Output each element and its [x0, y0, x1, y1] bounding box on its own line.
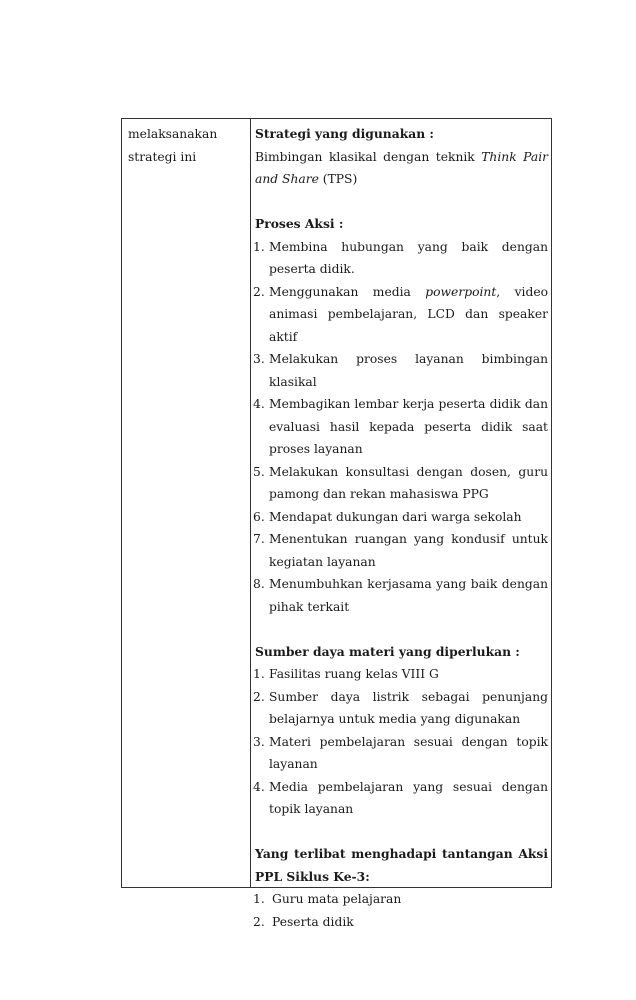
list-item: [255, 573, 548, 618]
left-column: [128, 123, 246, 168]
list-item: [255, 663, 548, 686]
list-item: [255, 461, 548, 506]
process-heading: Proses Aksi :: [255, 216, 344, 231]
list-item-number: 1.: [253, 239, 265, 254]
strategy-text-before: Bimbingan klasikal dengan teknik: [255, 149, 482, 164]
resources-list: [255, 663, 548, 821]
list-item-number: 7.: [253, 532, 265, 546]
list-item-text: [269, 281, 548, 349]
strategy-text-italic: Think Pair and Share: [255, 149, 549, 186]
strategy-text-after: (TPS): [318, 172, 358, 186]
list-item: [255, 348, 548, 393]
list-item-number: 4.: [253, 779, 265, 794]
list-item-text: Melakukan konsultasi dengan dosen, guru pamong dan rekan mahasiswa PPG: [269, 464, 548, 501]
right-column: [255, 123, 548, 933]
list-item-text: Peserta didik: [272, 914, 354, 929]
list-item-number: 2.: [253, 284, 265, 299]
list-item: [255, 731, 548, 776]
list-item: [255, 911, 548, 934]
list-item-number: 2.: [253, 689, 265, 704]
list-item-text: Media pembelajaran yang sesuai dengan topik layanan: [269, 779, 548, 816]
resources-heading: Sumber daya materi yang diperlukan :: [255, 643, 520, 659]
list-item-text-after: , video animasi pembelajaran, LCD dan speaker aktif: [269, 284, 549, 344]
list-item-number: 4.: [253, 397, 265, 411]
list-item: [255, 393, 548, 461]
list-item-text: Menentukan ruangan yang kondusif untuk kegiatan layanan: [269, 532, 548, 569]
involved-heading: Yang terlibat menghadapi tantangan Aksi PPL Siklus Ke-3:: [255, 846, 548, 884]
list-item-number: 8.: [253, 577, 265, 591]
strategy-text: [255, 146, 548, 191]
list-item: [255, 528, 548, 573]
list-item-number: 3.: [253, 352, 265, 366]
list-item-text: Guru mata pelajaran: [272, 892, 402, 906]
list-item: [255, 888, 548, 911]
list-item-text: Membina hubungan yang baik dengan peserta didik.: [269, 239, 548, 276]
list-item-number: 2.: [253, 914, 265, 929]
list-item-text: Membagikan lembar kerja peserta didik dan evaluasi hasil kepada peserta didik saat proses layanan: [269, 397, 548, 456]
list-item-number: 1.: [253, 667, 265, 681]
list-item-number: 1.: [253, 892, 265, 906]
list-item-text: Menumbuhkan kerjasama yang baik dengan pihak terkait: [269, 577, 548, 614]
list-item-number: 6.: [253, 509, 265, 524]
list-item-text: Fasilitas ruang kelas VIII G: [269, 667, 439, 681]
list-item: [255, 236, 548, 281]
list-item-number: 3.: [253, 734, 265, 749]
list-item-text: Mendapat dukungan dari warga sekolah: [269, 509, 522, 524]
process-list: [255, 236, 548, 619]
list-item-text-italic: powerpoint: [425, 284, 497, 299]
list-item-text: Sumber daya listrik sebagai penunjang belajarnya untuk media yang digunakan: [269, 689, 548, 726]
list-item-text-before: Menggunakan media: [269, 284, 426, 299]
list-item-text: Melakukan proses layanan bimbingan klasikal: [269, 352, 548, 389]
column-divider: [250, 119, 251, 887]
list-item-number: 5.: [253, 464, 265, 479]
left-text-line-1: melaksanakan: [128, 127, 218, 141]
content-table: [121, 118, 552, 929]
left-text-line-2: strategi ini: [128, 149, 197, 164]
list-item-text: Materi pembelajaran sesuai dengan topik layanan: [269, 734, 548, 771]
list-item: [255, 506, 548, 529]
strategy-heading: Strategi yang digunakan :: [255, 126, 434, 141]
involved-list: [255, 888, 548, 933]
list-item: [255, 281, 548, 349]
list-item: [255, 686, 548, 731]
list-item: [255, 776, 548, 821]
